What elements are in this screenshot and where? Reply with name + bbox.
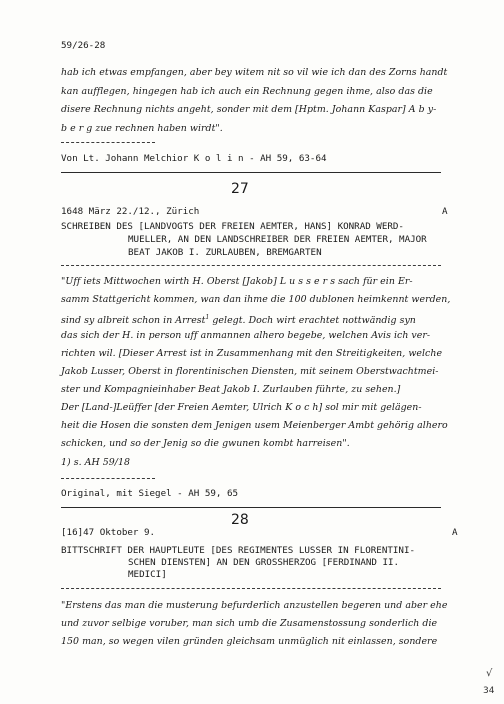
document-heading: BITTSCHRIFT DER HAUPTLEUTE [DES REGIMENTES LUSSER IN FLORENTINI- (61, 545, 416, 556)
text-line: und zuvor selbige voruber, man sich umb die Zusamenstossung sonderlich die (61, 618, 438, 629)
separator-rule (61, 142, 155, 143)
text-line: samm Stattgericht kommen, wan dan ihme die 100 dublonen heimkennt werden, (61, 294, 451, 305)
document-heading: MEDICI] (128, 569, 167, 580)
footnote: 1) s. AH 59/18 (61, 457, 131, 468)
source-citation: Von Lt. Johann Melchior K o l i n - AH 59, 63-64 (61, 153, 327, 164)
document-date: 1648 März 22./12., Zürich (61, 206, 200, 217)
text-line: "Uff iets Mittwochen wirth H. Oberst [Jakob] L u s s e r s sach für ein Er- (61, 276, 413, 287)
text-line: Der [Land-]Leüffer [der Freien Aemter, Ulrich K o c h] sol mir mit gelägen- (61, 402, 422, 413)
separator-rule (61, 265, 441, 266)
document-heading: BEAT JAKOB I. ZURLAUBEN, BREMGARTEN (128, 247, 322, 258)
grade-label: A (442, 206, 448, 217)
text-segment: gelegt. Doch wirt erachtet nottwändig syn (209, 315, 416, 327)
document-number: 28 (231, 512, 249, 528)
divider-line (61, 172, 441, 173)
page-reference: 59/26-28 (61, 40, 106, 51)
text-line: heit die Hosen die sonsten dem Jenigen usem Meienberger Ambt gehörig alhero (61, 420, 448, 431)
document-heading: MUELLER, AN DEN LANDSCHREIBER DER FREIEN AEMTER, MAJOR (128, 234, 427, 245)
text-line: kan aufflegen, hingegen hab ich auch ein Rechnung gegen ihme, also das die (61, 86, 433, 97)
text-line: das sich der H. in person uff anmannen alhero begebe, welchen Avis ich ver- (61, 330, 431, 341)
text-segment: sind sy albreit schon in Arrest (61, 315, 206, 327)
document-heading: SCHEN DIENSTEN] AN DEN GROSSHERZOG [FERDINAND II. (128, 557, 400, 568)
document-number: 27 (231, 181, 249, 197)
text-line: richten wil. [Dieser Arrest ist in Zusammenhang mit den Streitigkeiten, welche (61, 348, 443, 359)
text-line: schicken, und so der Jenig so die gwunen kombt harreisen". (61, 438, 350, 449)
check-mark: √ (486, 668, 493, 679)
divider-line (61, 507, 441, 508)
separator-rule (61, 478, 155, 479)
text-line: 150 man, so wegen vilen gründen gleichsam unmüglich nit einlassen, sondere (61, 636, 438, 647)
separator-rule (61, 588, 441, 589)
text-line: "Erstens das man die musterung befurderlich anzustellen begeren und aber ehe (61, 600, 448, 611)
text-line (61, 312, 416, 326)
text-line: Jakob Lusser, Oberst in florentinischen Diensten, mit seinem Oberstwachtmei- (61, 366, 439, 377)
text-line: disere Rechnung nichts angeht, sonder mit dem [Hptm. Johann Kaspar] A b y- (61, 104, 437, 115)
document-date: [16]47 Oktober 9. (61, 527, 156, 538)
text-line: hab ich etwas empfangen, aber bey witem nit so vil wie ich dan des Zorns handt (61, 67, 448, 78)
page-number: 34 (483, 686, 495, 696)
grade-label: A (452, 527, 458, 538)
document-heading: SCHREIBEN DES [LANDVOGTS DER FREIEN AEMTER, HANS] KONRAD WERD- (61, 221, 404, 232)
text-line: ster und Kompagnieinhaber Beat Jakob I. Zurlauben führte, zu sehen.] (61, 384, 401, 395)
source-citation: Original, mit Siegel - AH 59, 65 (61, 488, 239, 499)
footnote-marker: 1 (205, 314, 210, 321)
text-line: b e r g zue rechnen haben wirdt". (61, 123, 223, 134)
